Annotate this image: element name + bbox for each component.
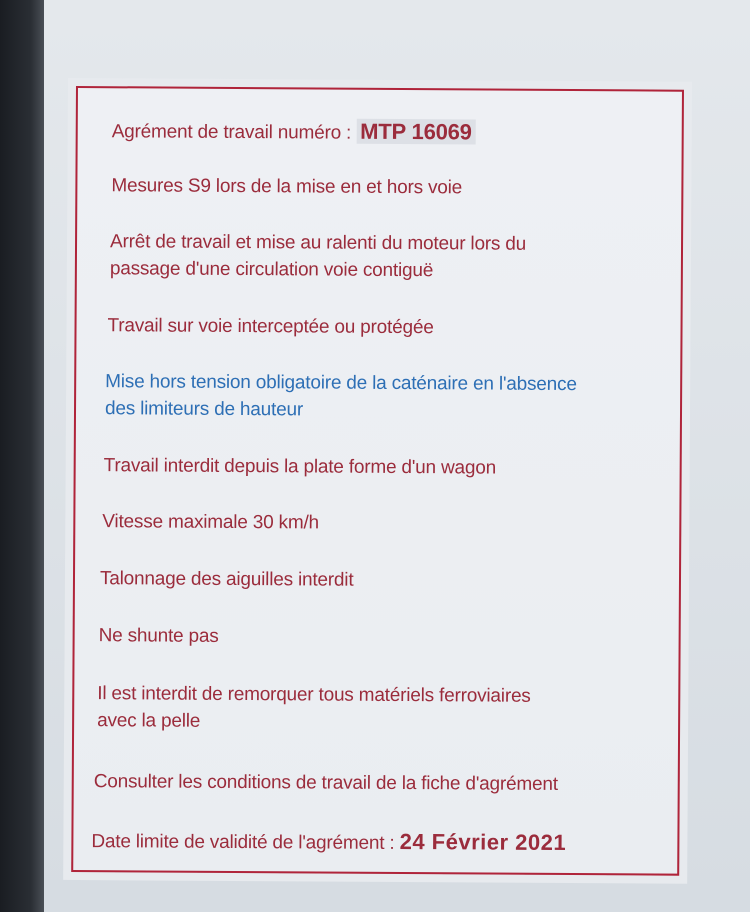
sign-line-catenary-2: des limiteurs de hauteur [104,398,304,421]
validity-label: Date limite de validité de l'agrément : [91,831,395,854]
sign-line-consult-conditions: Consulter les conditions de travail de la fiche d'agrément [93,771,558,795]
sign-line-engine-idle-2: passage d'une circulation voie contiguë [109,258,434,282]
sign-line-catenary-1: Mise hors tension obligatoire de la caténaire en l'absence [105,371,577,396]
sign-line-wagon-platform: Travail interdit depuis la plate forme d'un wagon [103,455,497,479]
dark-frame-edge [0,0,44,912]
sign-line-approval-number [112,116,692,149]
approval-label: Agrément de travail numéro : [111,121,352,144]
sign-line-switches: Talonnage des aiguilles interdit [99,568,354,591]
validity-date: 24 Février 2021 [399,828,567,856]
sign-line-intercepted-track: Travail sur voie interceptée ou protégée [107,315,434,339]
sign-line-s9-measures: Mesures S9 lors de la mise en et hors voie [111,175,463,199]
sign-line-no-shunt: Ne shunte pas [98,625,219,647]
sign-line-no-towing-2: avec la pelle [97,710,201,732]
sign-line-no-towing-1: Il est interdit de remorquer tous matériels ferroviaires [97,683,531,707]
sign-line-max-speed: Vitesse maximale 30 km/h [102,511,320,534]
sign-line-validity-date [91,826,671,859]
safety-sign [71,86,684,876]
sign-line-engine-idle-1: Arrêt de travail et mise au ralenti du moteur lors du [109,231,527,255]
approval-number: MTP 16069 [356,119,476,145]
